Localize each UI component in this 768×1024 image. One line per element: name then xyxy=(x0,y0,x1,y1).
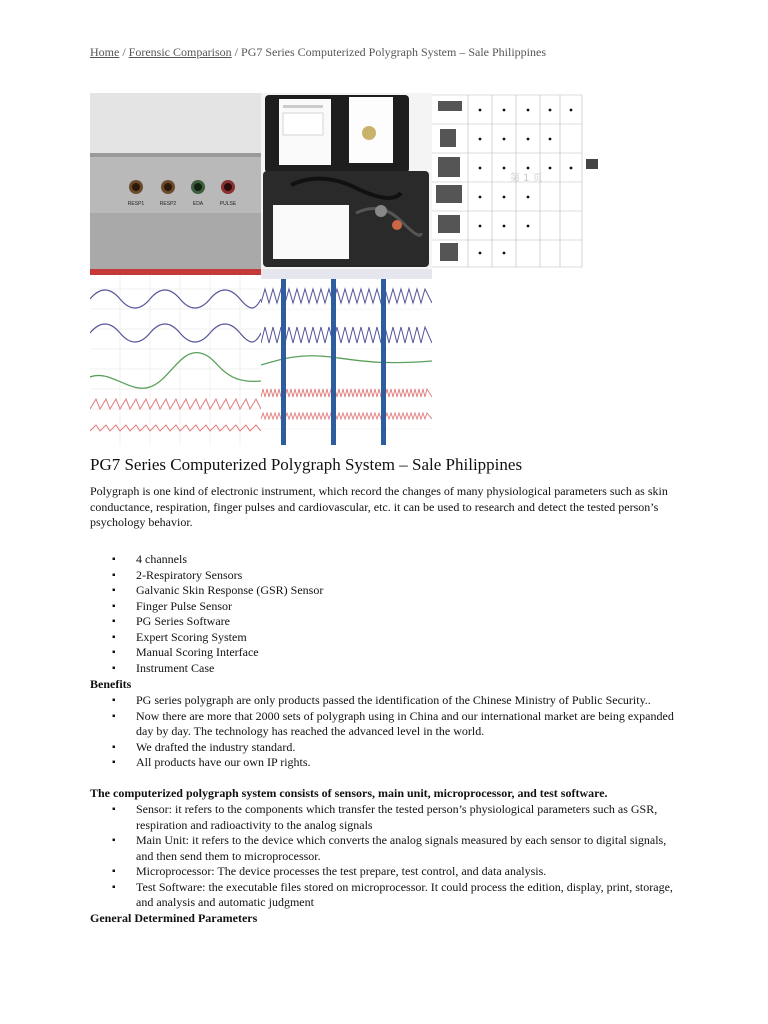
feature-list xyxy=(112,552,682,676)
list-item: ▪ Microprocessor: The device processes the test prepare, test control, and data analysis. xyxy=(112,864,682,880)
connector-label: RESP2 xyxy=(159,201,177,207)
system-heading: The computerized polygraph system consists of sensors, main unit, microprocessor, and test software. xyxy=(90,786,608,800)
page-title: PG7 Series Computerized Polygraph System – Sale Philippines xyxy=(90,455,523,474)
list-item: ▪ PG Series Software xyxy=(112,614,682,630)
list-item: ▪ Expert Scoring System xyxy=(112,630,682,646)
gallery-image-front-panel[interactable] xyxy=(90,93,261,269)
watermark-text: 第 1 页 xyxy=(510,173,543,184)
list-item: ▪ 4 channels xyxy=(112,552,682,568)
breadcrumb-separator: / xyxy=(231,45,242,59)
list-item: ▪ Main Unit: it refers to the device which converts the analog signals measured by each sensor to digital signals, and then send them to microprocessor. xyxy=(112,833,682,864)
system-components-list xyxy=(112,802,682,911)
gallery-image-polygraph-traces[interactable] xyxy=(90,269,261,445)
intro-paragraph: Polygraph is one kind of electronic instrument, which record the changes of many physiological parameters such as skin conductance, respiration, finger pulses and cardiovascular, etc. it can be used to research and detect the tested person’s psychology behavior. xyxy=(90,484,668,529)
connector-label: RESP1 xyxy=(127,201,145,207)
list-item: ▪ 2-Respiratory Sensors xyxy=(112,568,682,584)
connector-label: PULSE xyxy=(219,201,237,207)
list-item: ▪ Finger Pulse Sensor xyxy=(112,599,682,615)
list-item: ▪ We drafted the industry standard. xyxy=(112,740,682,756)
list-item: ▪ Test Software: the executable files stored on microprocessor. It could process the edition, display, print, storage, and analysis and automatic judgment xyxy=(112,880,682,911)
list-item: ▪ PG series polygraph are only products passed the identification of the Chinese Ministry of Public Security.. xyxy=(112,693,682,709)
breadcrumb-home-link[interactable]: Home xyxy=(90,45,120,59)
connector-label: EDA xyxy=(192,201,204,207)
gallery-image-sensor-table[interactable] xyxy=(432,93,602,269)
benefits-heading: Benefits xyxy=(90,677,132,691)
gallery-image-polygraph-markers[interactable] xyxy=(261,269,432,445)
breadcrumb xyxy=(90,45,546,60)
breadcrumb-current: PG7 Series Computerized Polygraph System – Sale Philippines xyxy=(241,45,546,59)
benefits-list xyxy=(112,693,682,771)
list-item: ▪ Sensor: it refers to the components which transfer the tested person’s physiological parameters such as GSR, respiration and radioactivity to the analog signals xyxy=(112,802,682,833)
gallery-image-instrument-case[interactable] xyxy=(261,93,432,269)
list-item: ▪ Galvanic Skin Response (GSR) Sensor xyxy=(112,583,682,599)
product-gallery xyxy=(90,93,602,445)
list-item: ▪ Instrument Case xyxy=(112,661,682,677)
breadcrumb-category-link[interactable]: Forensic Comparison xyxy=(128,45,232,59)
parameters-heading: General Determined Parameters xyxy=(90,911,258,925)
list-item: ▪ All products have our own IP rights. xyxy=(112,755,682,771)
breadcrumb-separator: / xyxy=(119,45,129,59)
list-item: ▪ Manual Scoring Interface xyxy=(112,645,682,661)
list-item: ▪ Now there are more that 2000 sets of polygraph using in China and our international market are being expanded day by day. The technology has reached the advanced level in the world. xyxy=(112,709,682,740)
